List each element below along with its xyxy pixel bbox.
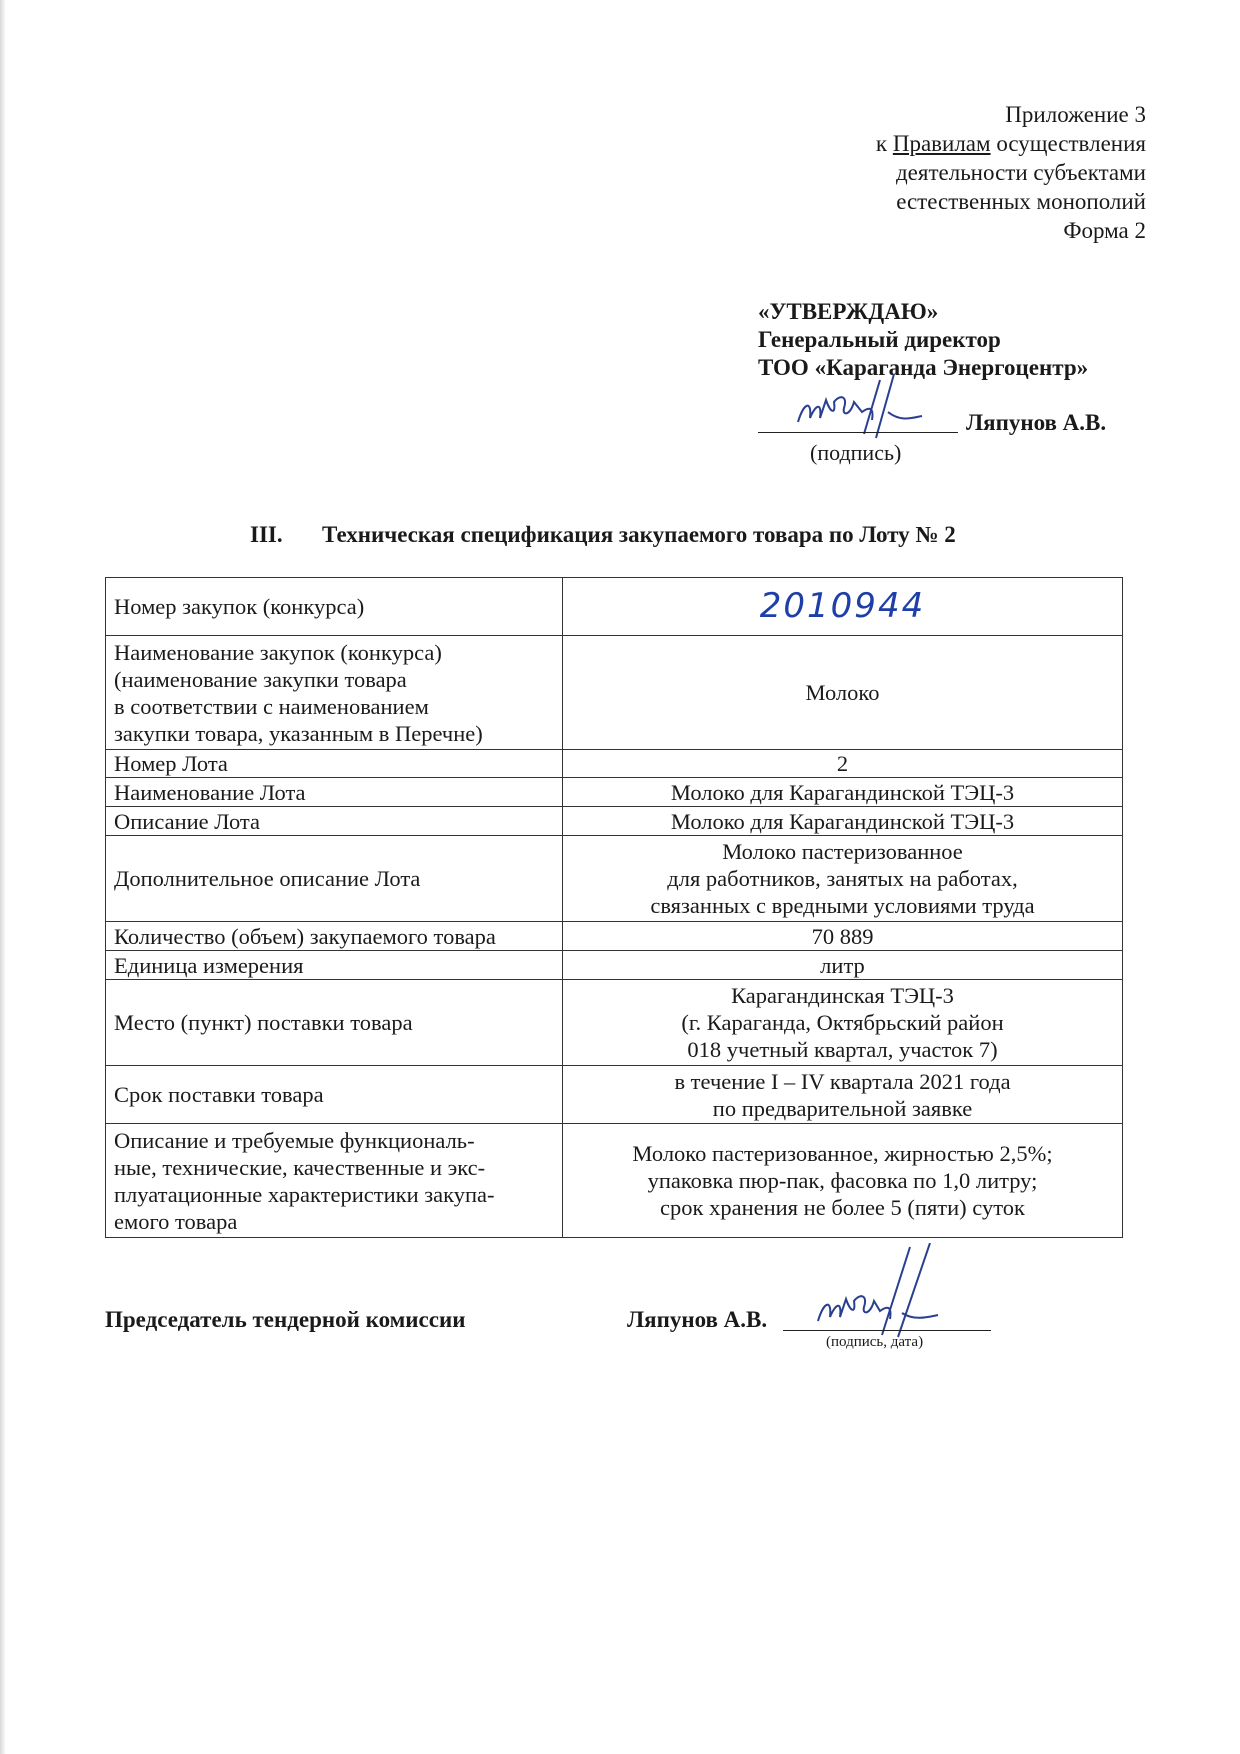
commission-chair-name: Ляпунов А.В.: [627, 1307, 768, 1332]
approval-block: [758, 298, 1088, 382]
row-label: Наименование Лота: [106, 778, 563, 807]
appendix-line-3: деятельности субъектами: [895, 160, 1146, 185]
table-row: [106, 980, 1123, 1066]
appendix-line-2-suffix: осуществления: [990, 131, 1146, 156]
approver-name: Ляпунов А.В.: [966, 410, 1107, 435]
row-value: Молоко пастеризованное для работников, занятых на работах, связанных с вредными условиями труда: [563, 836, 1123, 922]
row-label: Место (пункт) поставки товара: [106, 980, 563, 1066]
row-value: Молоко для Карагандинской ТЭЦ-3: [563, 807, 1123, 836]
row-value: 70 889: [563, 922, 1123, 951]
row-value: Молоко: [563, 636, 1123, 750]
row-value: Молоко для Карагандинской ТЭЦ-3: [563, 778, 1123, 807]
section-number: III.: [250, 522, 283, 547]
signature-line: [758, 432, 958, 433]
appendix-line-2-prefix: к: [875, 131, 893, 156]
table-row: [106, 778, 1123, 807]
row-value: 2: [563, 750, 1123, 778]
approval-company: ТОО «Караганда Энергоцентр»: [758, 355, 1089, 380]
row-value: Молоко пастеризованное, жирностью 2,5%; упаковка пюр-пак, фасовка по 1,0 литру; срок хранения не более 5 (пяти) суток: [563, 1124, 1123, 1238]
chair-signature: [810, 1243, 960, 1343]
row-value: в течение I – IV квартала 2021 года по предварительной заявке: [563, 1066, 1123, 1124]
row-value: литр: [563, 951, 1123, 980]
row-label: Наименование закупок (конкурса) (наименование закупки товара в соответствии с наименованием закупки товара, указанным в Перечне): [106, 636, 563, 750]
table-row: [106, 636, 1123, 750]
row-label: Срок поставки товара: [106, 1066, 563, 1124]
rules-link[interactable]: Правилам: [892, 131, 991, 156]
signature-caption: (подпись): [810, 440, 902, 465]
section-title: [250, 522, 956, 548]
row-label: Единица измерения: [106, 951, 563, 980]
approval-signature-row: [758, 404, 1158, 444]
row-value: Карагандинская ТЭЦ-3 (г. Караганда, Октябрьский район 018 учетный квартал, участок 7): [563, 980, 1123, 1066]
purchase-number-value: 2010944: [563, 578, 1123, 636]
table-row: [106, 836, 1123, 922]
signature-line: [783, 1330, 991, 1331]
approval-heading: «УТВЕРЖДАЮ»: [758, 299, 939, 324]
row-label: Описание и требуемые функциональ- ные, технические, качественные и экс- плуатационные характеристики закупа- емого товара: [106, 1124, 563, 1238]
table-row: [106, 922, 1123, 951]
table-row: [106, 1124, 1123, 1238]
commission-chair-title: Председатель тендерной комиссии: [105, 1307, 466, 1332]
appendix-line-1: Приложение 3: [1005, 102, 1146, 127]
row-label: Описание Лота: [106, 807, 563, 836]
table-row: [106, 807, 1123, 836]
row-label: Номер Лота: [106, 750, 563, 778]
section-title-text: Техническая спецификация закупаемого товара по Лоту № 2: [322, 522, 956, 547]
appendix-block: [876, 100, 1146, 245]
table-row: [106, 578, 1123, 636]
scan-edge: [0, 0, 6, 1754]
row-label: Количество (объем) закупаемого товара: [106, 922, 563, 951]
table-row: [106, 1066, 1123, 1124]
table-row: [106, 951, 1123, 980]
appendix-line-2: [876, 129, 1146, 158]
row-label: Дополнительное описание Лота: [106, 836, 563, 922]
appendix-line-4: естественных монополий: [896, 189, 1146, 214]
appendix-line-5: Форма 2: [1063, 218, 1146, 243]
row-label: Номер закупок (конкурса): [106, 578, 563, 636]
specification-table: [105, 577, 1123, 1238]
table-row: [106, 750, 1123, 778]
signature-date-caption: (подпись, дата): [826, 1334, 924, 1350]
approval-position: Генеральный директор: [758, 327, 1001, 352]
